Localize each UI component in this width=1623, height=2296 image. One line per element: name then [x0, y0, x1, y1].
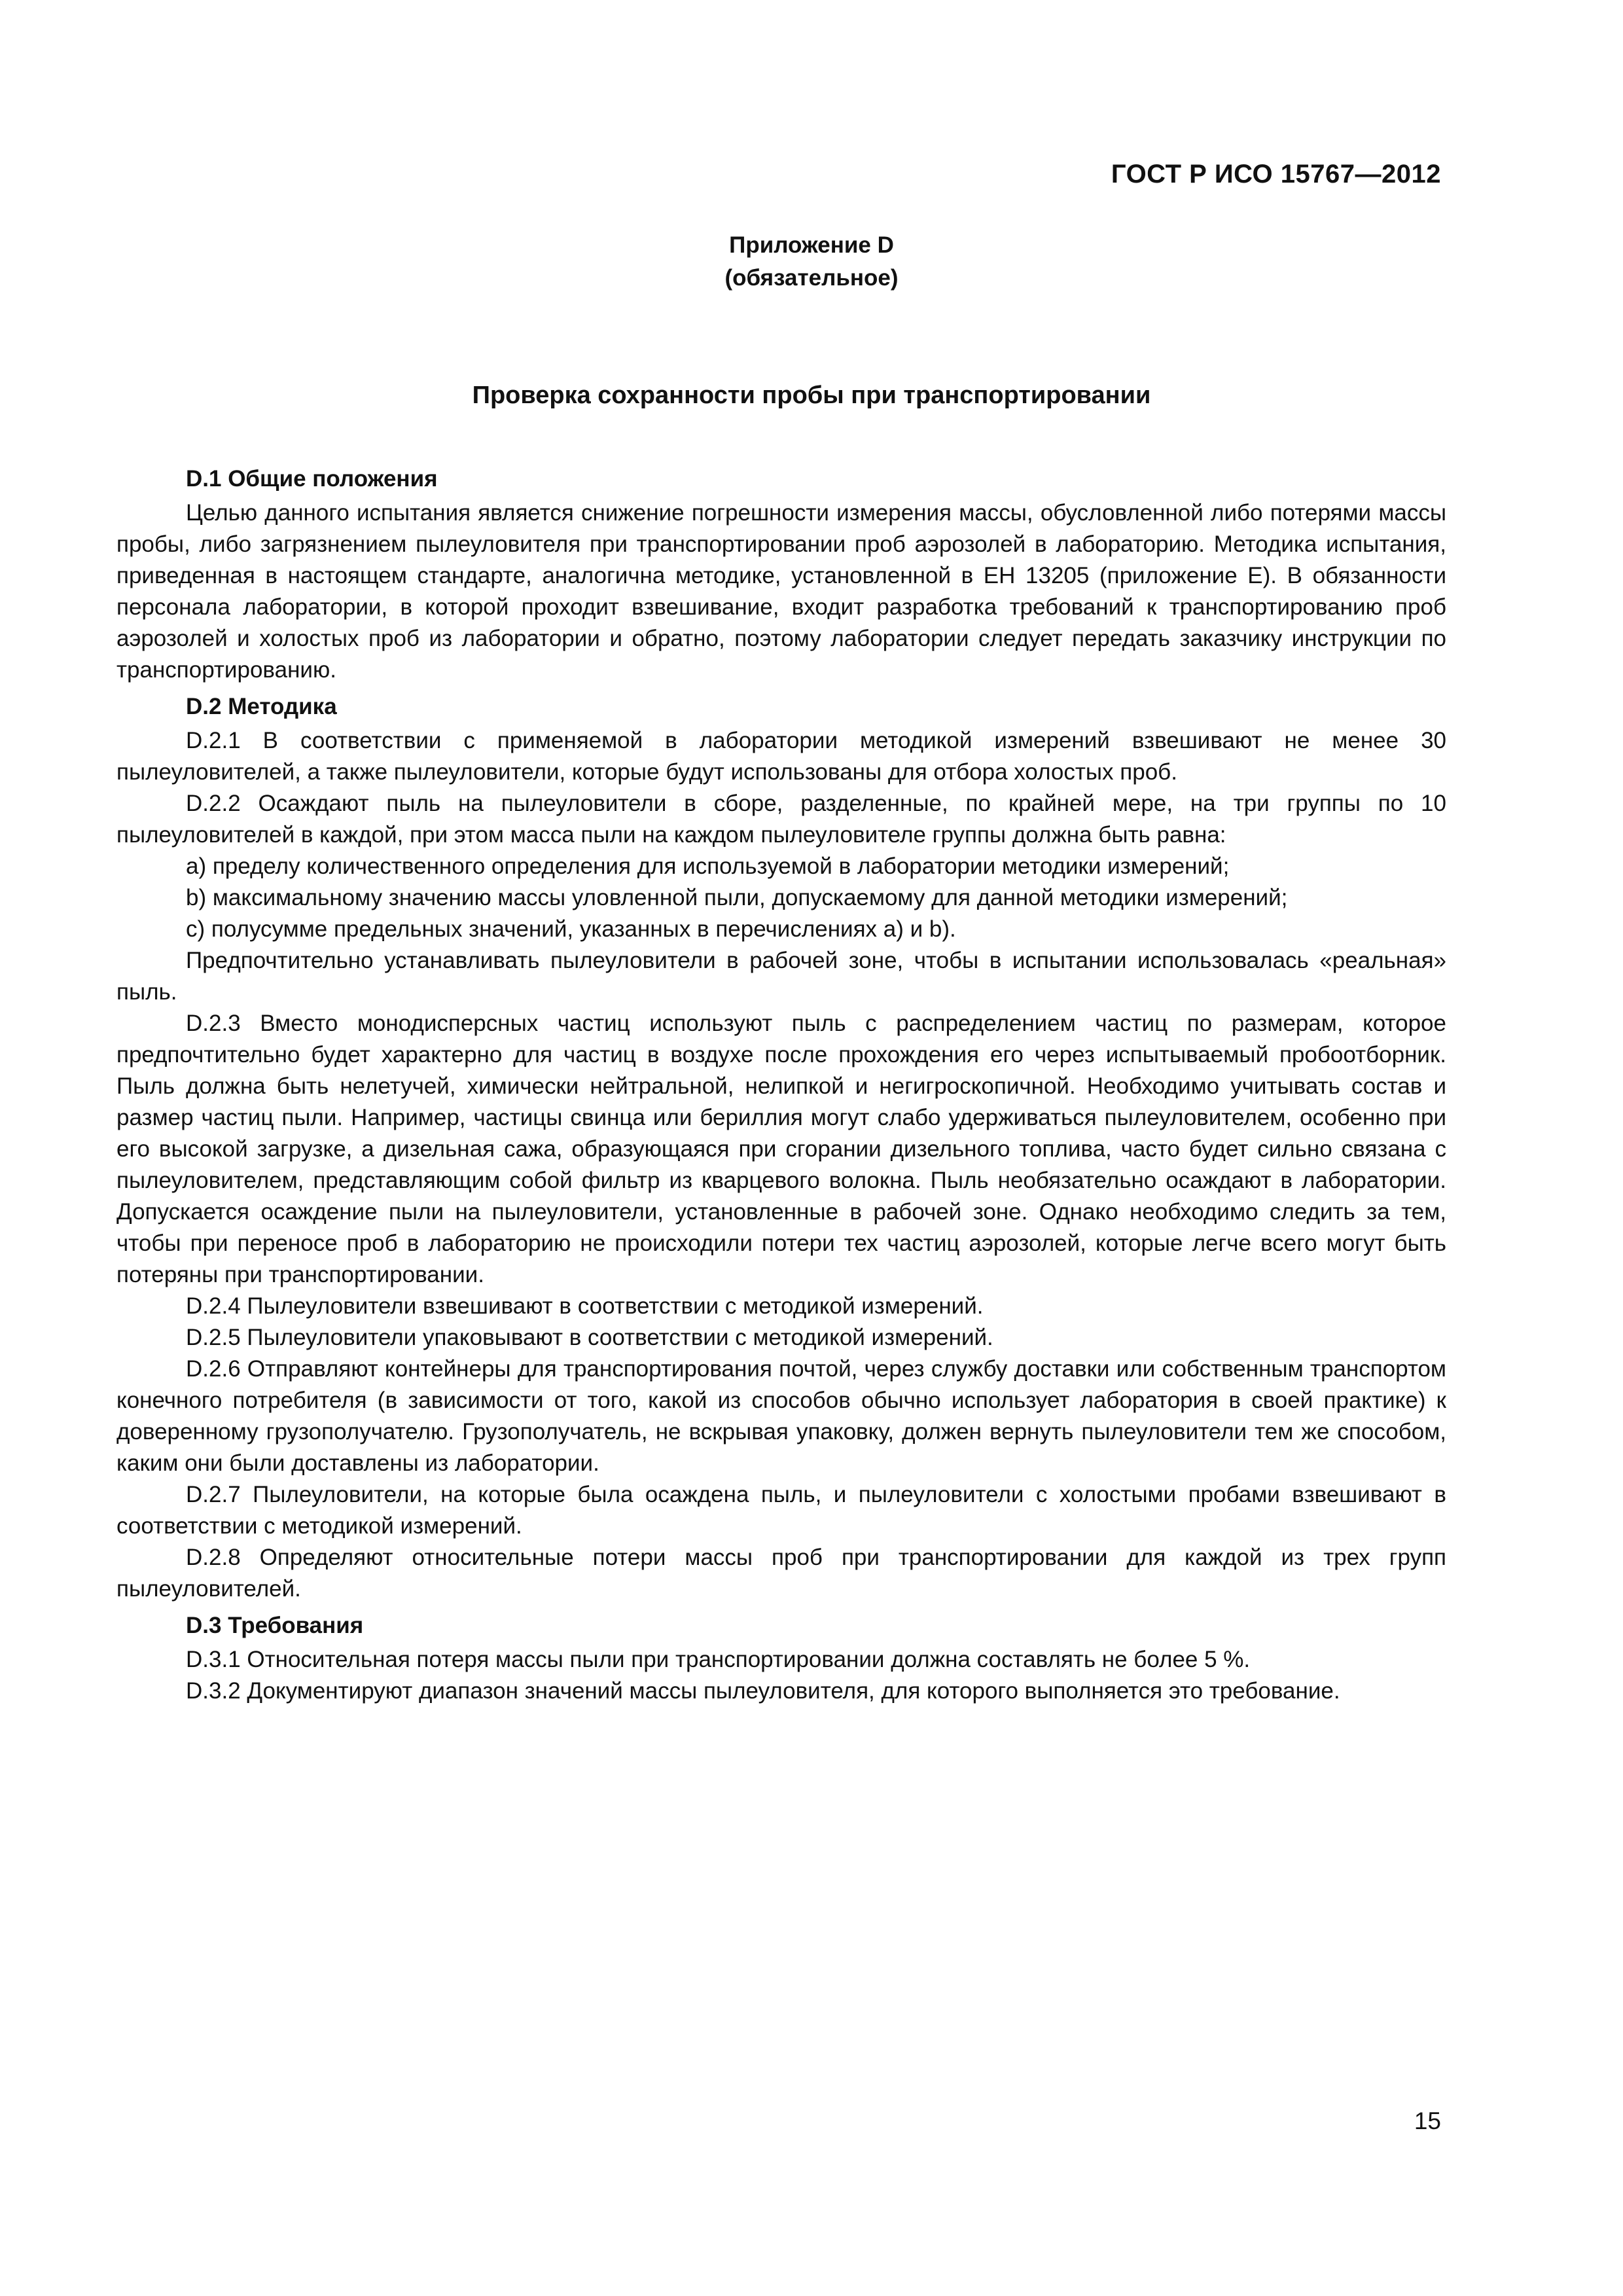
paragraph-d1: Целью данного испытания является снижение погрешности измерения массы, обусловленной либо потерями массы пробы, либо загрязнением пылеуловителя при транспортировании проб аэрозолей в лабораторию. Методика испытания, приведенная в настоящем стандарте, аналогична методике, установленной в ЕН 13205 (приложение Е). В обязанности персонала лаборатории, в которой проходит взвешивание, входит разработка требований к транспортированию проб аэрозолей и холостых проб из лаборатории и обратно, поэтому лаборатории следует передать заказчику инструкции по транспортированию. [116, 500, 1446, 683]
paragraph-d2-6: D.2.6 Отправляют контейнеры для транспортирования почтой, через службу доставки или собственным транспортом конечного потребителя (в зависимости от того, какой из способов обычно использует лаборатория в своей практике) к доверенному грузополучателю. Грузополучатель, не вскрывая упаковку, должен вернуть пылеуловители тем же способом, каким они были доставлены из лаборатории. [116, 1356, 1446, 1476]
paragraph-d2-5: D.2.5 Пылеуловители упаковывают в соответствии с методикой измерений. [186, 1325, 993, 1350]
paragraph-d3-2: D.3.2 Документируют диапазон значений массы пылеуловителя, для которого выполняется это требование. [186, 1678, 1340, 1704]
paragraph-d2-1: D.2.1 В соответствии с применяемой в лаборатории методикой измерений взвешивают не менее 30 пылеуловителей, а также пылеуловители, которые будут использованы для отбора холостых проб. [116, 728, 1446, 785]
annex-status: (обязательное) [724, 265, 899, 291]
page-title: Проверка сохранности пробы при транспортировании [472, 382, 1151, 409]
paragraph-d2-4: D.2.4 Пылеуловители взвешивают в соответствии с методикой измерений. [186, 1293, 984, 1319]
paragraph-d2-7: D.2.7 Пылеуловители, на которые была осаждена пыль, и пылеуловители с холостыми пробами взвешивают в соответствии с методикой измерений. [116, 1482, 1446, 1539]
paragraph-d2-2-note: Предпочтительно устанавливать пылеуловители в рабочей зоне, чтобы в испытании использовалась «реальная» пыль. [116, 948, 1446, 1005]
section-heading-d2: D.2 Методика [186, 694, 337, 719]
standard-code: ГОСТ Р ИСО 15767—2012 [1111, 160, 1441, 188]
document-body [116, 458, 1446, 1707]
paragraph-d2-2: D.2.2 Осаждают пыль на пылеуловители в сборе, разделенные, по крайней мере, на три группы по 10 пылеуловителей в каждой, при этом масса пыли на каждом пылеуловителе группы должна быть равна: [116, 791, 1446, 848]
section-heading-d3: D.3 Требования [186, 1613, 364, 1638]
list-item-c: с) полусумме предельных значений, указанных в перечислениях а) и b). [186, 916, 956, 942]
paragraph-d2-3: D.2.3 Вместо монодисперсных частиц используют пыль с распределением частиц по размерам, которое предпочтительно будет характерно для частиц в воздухе после прохождения его через испытываемый пробоотборник. Пыль должна быть нелетучей, химически нейтральной, нелипкой и негигроскопичной. Необходимо учитывать состав и размер частиц пыли. Например, частицы свинца или бериллия могут слабо удерживаться пылеуловителем, особенно при его высокой загрузке, а дизельная сажа, образующаяся при сгорании дизельного топлива, часто будет сильно связана с пылеуловителем, представляющим собой фильтр из кварцевого волокна. Пыль необязательно осаждают в лаборатории. Допускается осаждение пыли на пылеуловители, установленные в рабочей зоне. Однако необходимо следить за тем, чтобы при переносе проб в лабораторию не происходили потери тех частиц аэрозолей, которые легче всего могут быть потеряны при транспортировании. [116, 1011, 1446, 1287]
page-number: 15 [1414, 2108, 1441, 2134]
paragraph-d2-8: D.2.8 Определяют относительные потери массы проб при транспортировании для каждой из трех групп пылеуловителей. [116, 1545, 1446, 1602]
list-item-b: b) максимальному значению массы уловленной пыли, допускаемому для данной методики измерений; [186, 885, 1288, 910]
section-heading-d1: D.1 Общие положения [186, 466, 438, 492]
list-item-a: а) пределу количественного определения для используемой в лаборатории методики измерений; [186, 853, 1230, 879]
annex-label: Приложение D [729, 232, 894, 258]
annex-heading [0, 229, 1623, 295]
paragraph-d3-1: D.3.1 Относительная потеря массы пыли при транспортировании должна составлять не более 5 %. [186, 1647, 1251, 1672]
